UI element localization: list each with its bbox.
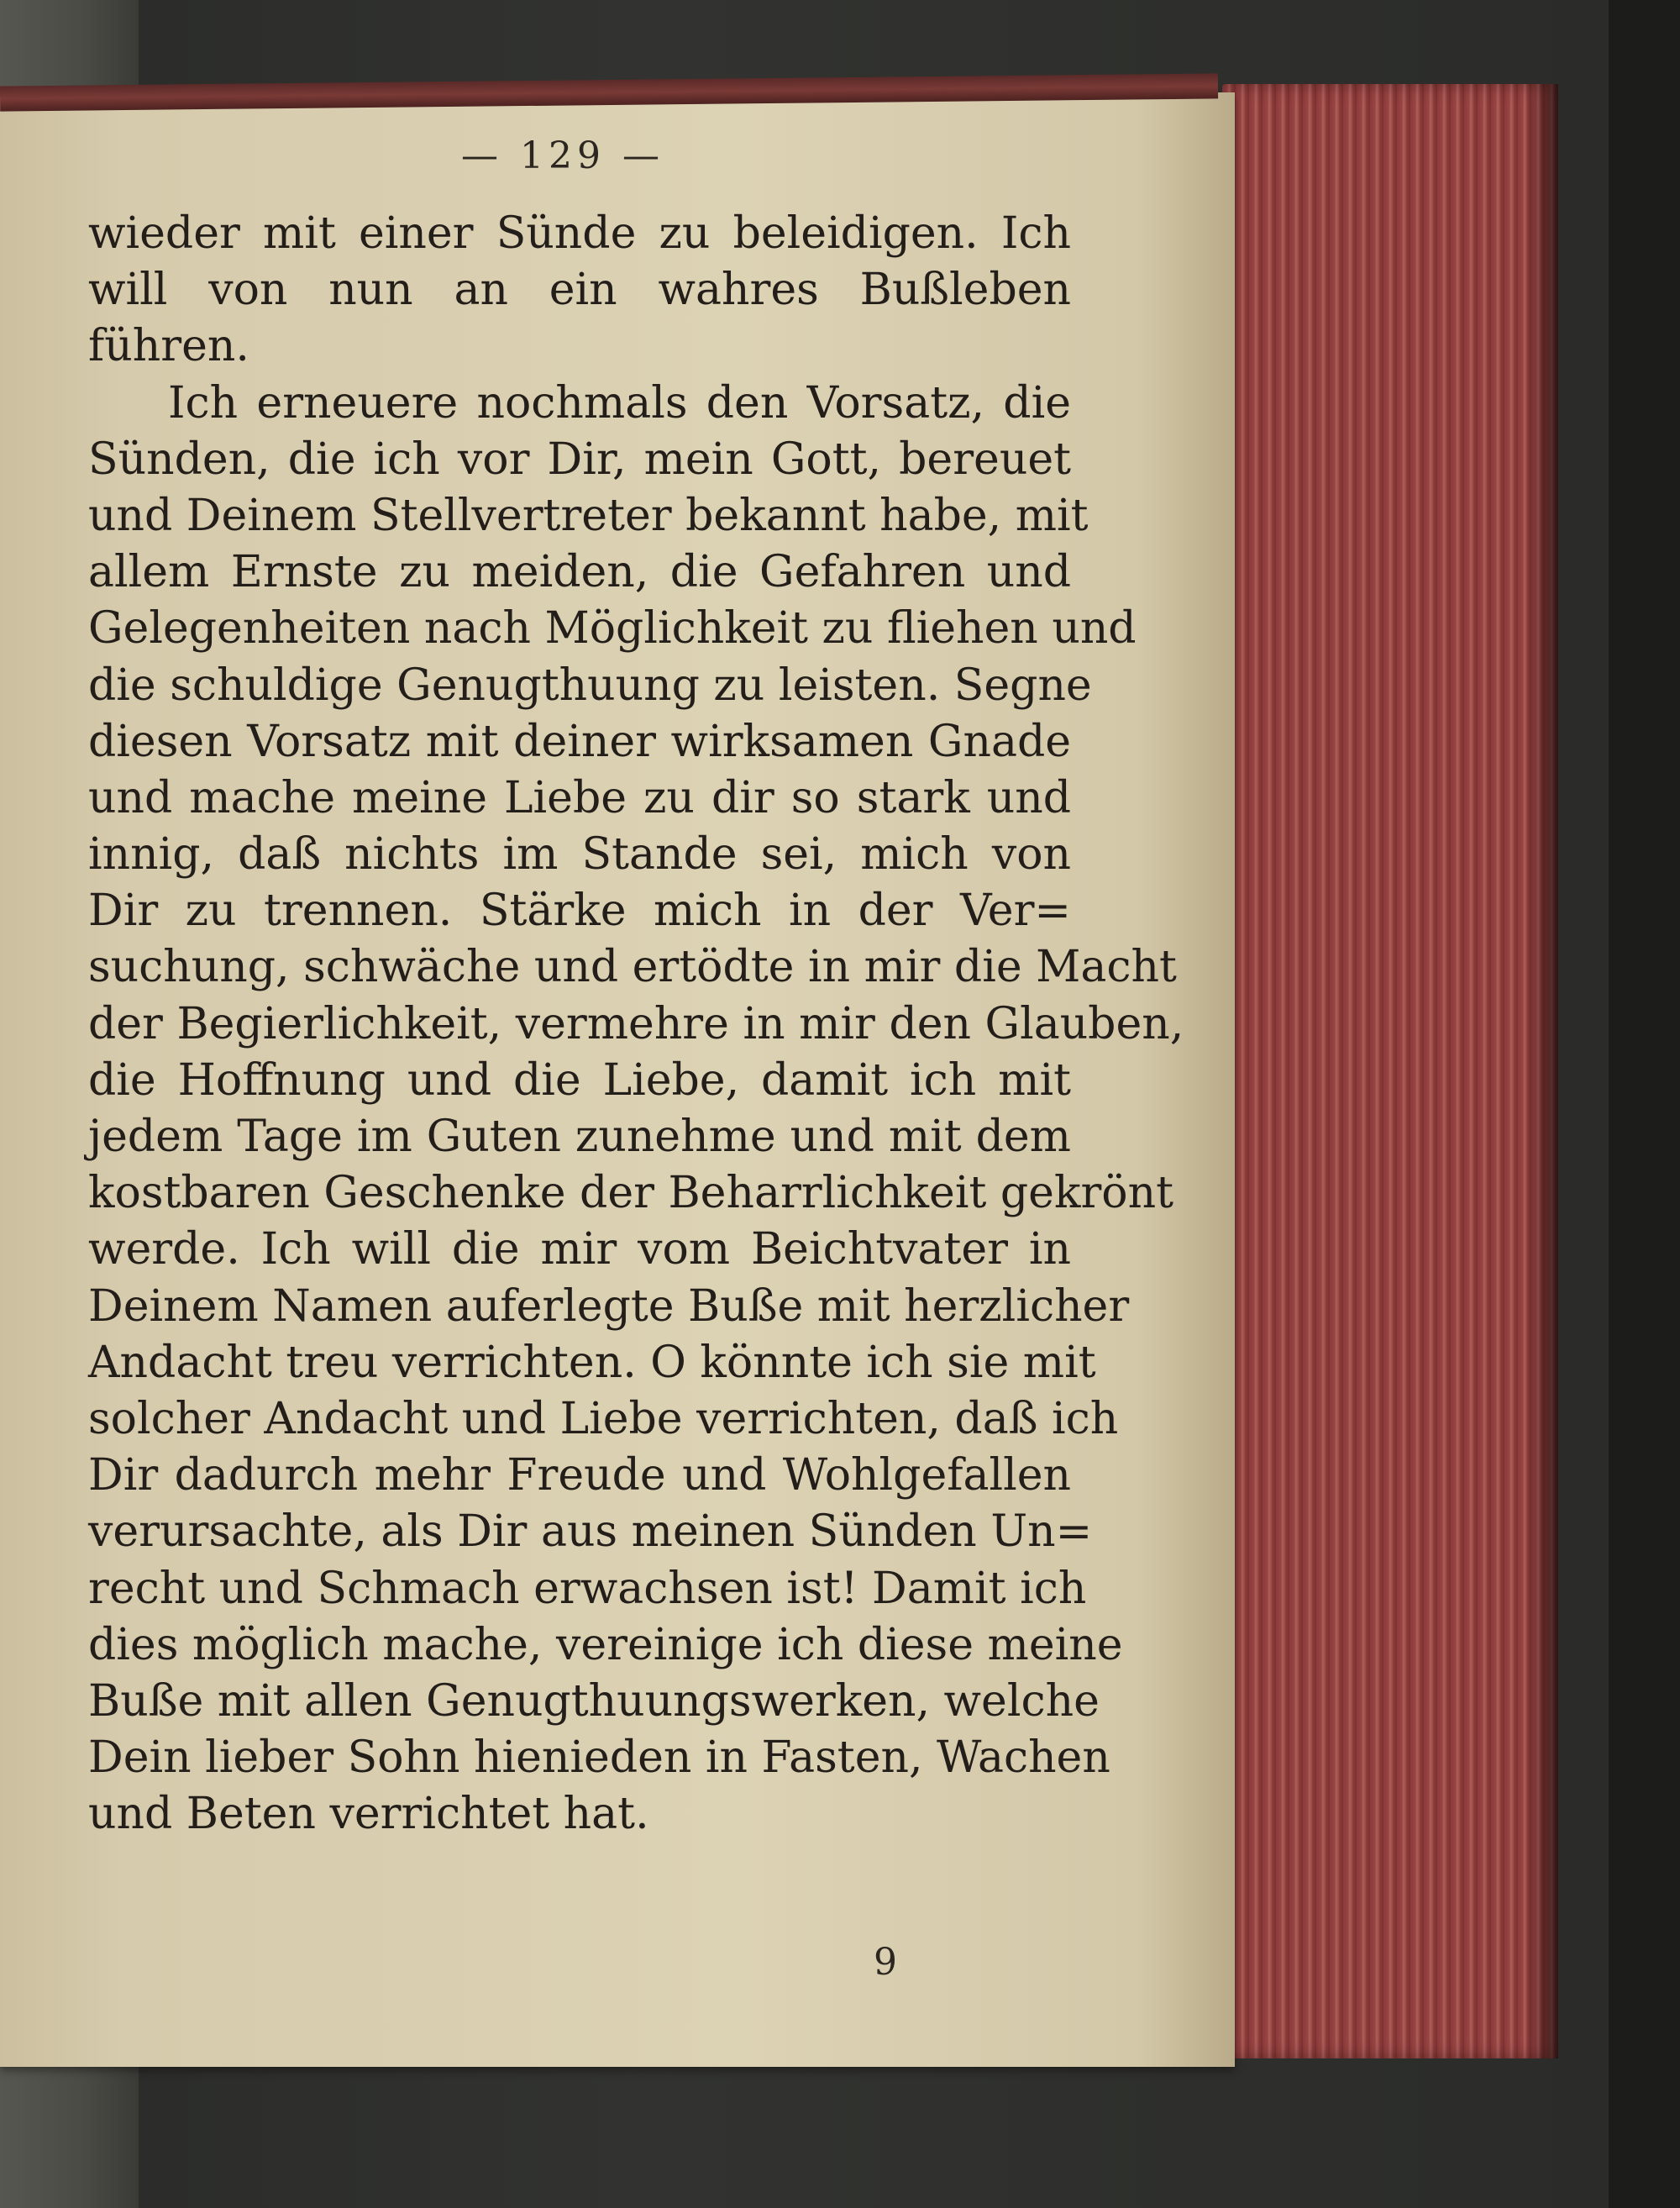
- text-line: und Beten verrichtet hat.: [88, 1789, 649, 1840]
- text-line: und mache meine Liebe zu dir so stark und: [88, 772, 1071, 823]
- text-line: dies möglich mache, vereinige ich diese meine: [88, 1619, 1123, 1670]
- text-line: Andacht treu verrichten. O könnte ich sie mit: [88, 1337, 1096, 1388]
- text-line: innig, daß nichts im Stande sei, mich von: [88, 829, 1071, 881]
- text-line: Deinem Namen auferlegte Buße mit herzlicher: [88, 1280, 1130, 1332]
- text-line: Dein lieber Sohn hienieden in Fasten, Wachen: [88, 1732, 1110, 1784]
- text-line: der Begierlichkeit, vermehre in mir den Glauben,: [88, 998, 1184, 1049]
- text-line: und Deinem Stellvertreter bekannt habe, mit: [88, 490, 1089, 541]
- text-line: Buße mit allen Genugthuungswerken, welche: [88, 1675, 1100, 1727]
- text-line: verursachte, als Dir aus meinen Sünden Un=: [88, 1506, 1093, 1558]
- text-line: die schuldige Genugthuung zu leisten. Segne: [88, 660, 1092, 711]
- text-line: Dir dadurch mehr Freude und Wohlgefallen: [88, 1450, 1071, 1501]
- text-line: führen.: [88, 321, 249, 372]
- text-line: will von nun an ein wahres Bußleben: [88, 265, 1071, 316]
- text-line: Ich erneuere nochmals den Vorsatz, die: [168, 377, 1071, 428]
- text-line: recht und Schmach erwachsen ist! Damit ich: [88, 1563, 1087, 1614]
- page-header: — 129 —: [461, 134, 664, 177]
- text-line: wieder mit einer Sünde zu beleidigen. Ich: [88, 208, 1071, 259]
- text-line: suchung, schwäche und ertödte in mir die Macht: [88, 942, 1177, 993]
- signature-mark: 9: [874, 1941, 897, 1984]
- text-line: allem Ernste zu meiden, die Gefahren und: [88, 547, 1071, 598]
- text-line: kostbaren Geschenke der Beharrlichkeit gekrönt: [88, 1168, 1174, 1219]
- text-line: Dir zu trennen. Stärke mich in der Ver=: [88, 886, 1071, 937]
- text-line: solcher Andacht und Liebe verrichten, daß ich: [88, 1393, 1119, 1444]
- page-body: [88, 206, 1184, 1843]
- text-line: werde. Ich will die mir vom Beichtvater in: [88, 1224, 1071, 1275]
- text-line: Sünden, die ich vor Dir, mein Gott, bereuet: [88, 434, 1071, 485]
- text-line: jedem Tage im Guten zunehme und mit dem: [88, 1112, 1071, 1162]
- text-line: die Hoffnung und die Liebe, damit ich mit: [88, 1054, 1071, 1106]
- text-line: diesen Vorsatz mit deiner wirksamen Gnade: [88, 716, 1071, 767]
- page-edges: [1222, 84, 1558, 2058]
- text-line: Gelegenheiten nach Möglichkeit zu fliehen und: [88, 603, 1137, 655]
